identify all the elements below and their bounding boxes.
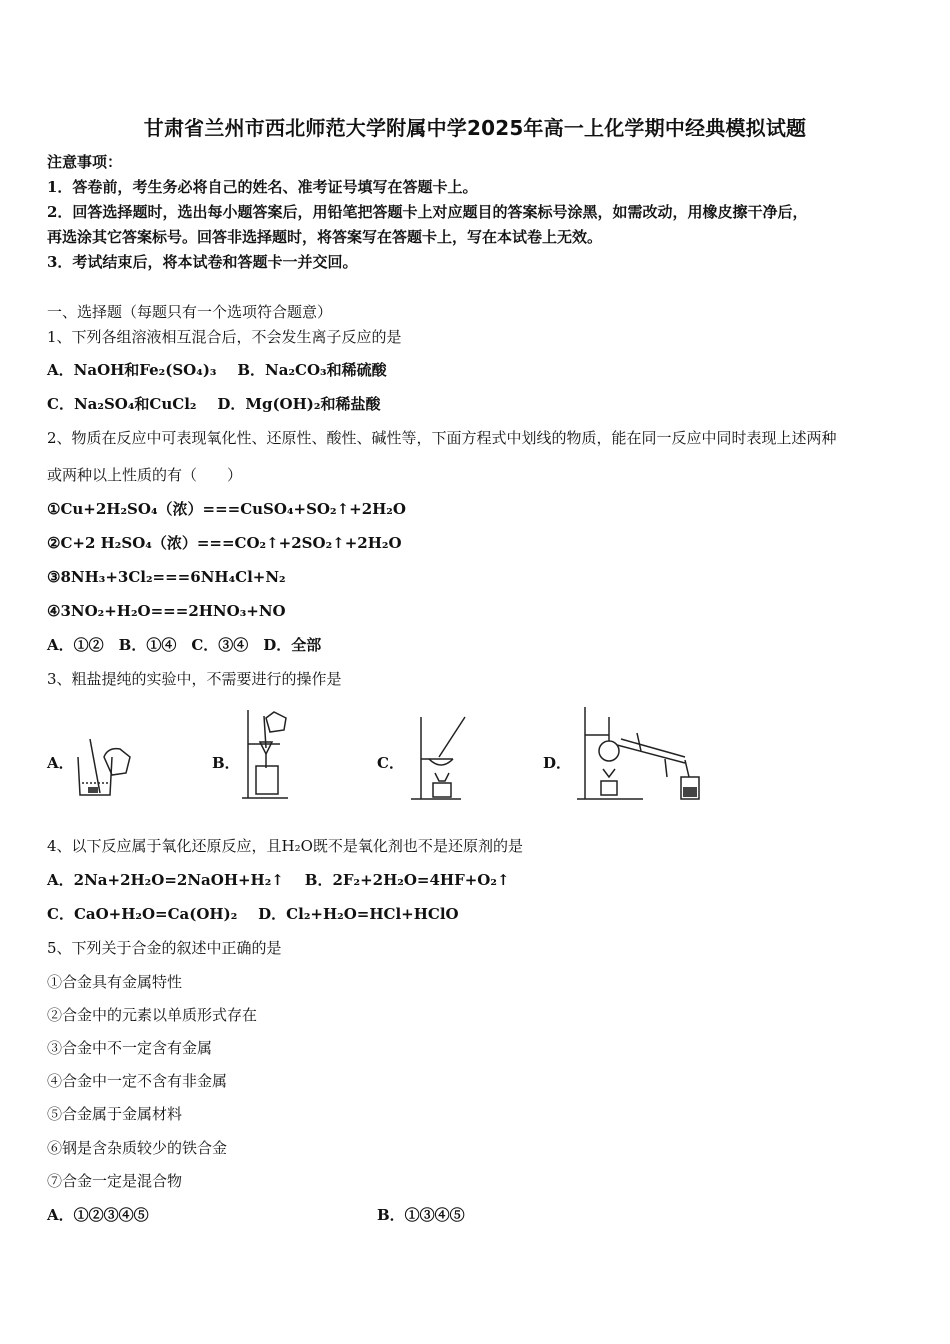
q3-label-c: C． xyxy=(377,754,404,772)
notice-item-3: 3．考试结束后，将本试卷和答题卡一并交回。 xyxy=(47,253,358,271)
q1-option-a: A．NaOH和Fe₂(SO₄)₃ xyxy=(47,361,217,379)
q5-item-1: ①合金具有金属特性 xyxy=(47,973,183,991)
q5-item-4: ④合金中一定不含有非金属 xyxy=(47,1072,228,1090)
q5-item-5: ⑤合金属于金属材料 xyxy=(47,1105,183,1123)
q4-stem: 4、以下反应属于氧化还原反应，且H₂O既不是氧化剂也不是还原剂的是 xyxy=(47,837,523,855)
q3-figure-a-dissolving xyxy=(68,735,134,799)
q4-option-b: B．2F₂+2H₂O=4HF+O₂↑ xyxy=(304,871,510,889)
q5-item-7: ⑦合金一定是混合物 xyxy=(47,1172,183,1190)
q1-option-c: C．Na₂SO₄和CuCl₂ xyxy=(47,395,197,413)
q1-options-row2 xyxy=(47,394,380,414)
q2-stem-line1: 2、物质在反应中可表现氧化性、还原性、酸性、碱性等，下面方程式中划线的物质，能在同一反应中同时表现上述两种 xyxy=(47,429,837,447)
q3-label-a: A． xyxy=(47,754,74,772)
q2-equation-3: ③8NH₃+3Cl₂===6NH₄Cl+N₂ xyxy=(47,568,286,586)
q4-option-c: C．CaO+H₂O=Ca(OH)₂ xyxy=(47,905,238,923)
notice-item-2-cont: 再选涂其它答案标号。回答非选择题时，将答案写在答题卡上，写在本试卷上无效。 xyxy=(47,228,603,246)
q2-equation-2: ②C+2 H₂SO₄（浓）===CO₂↑+2SO₂↑+2H₂O xyxy=(47,534,402,552)
q4-option-d: D．Cl₂+H₂O=HCl+HClO xyxy=(258,905,459,923)
q1-options-row1 xyxy=(47,360,387,380)
q1-option-d: D．Mg(OH)₂和稀盐酸 xyxy=(217,395,381,413)
q5-item-3: ③合金中不一定含有金属 xyxy=(47,1039,213,1057)
q3-figure-c-evaporation xyxy=(405,713,471,803)
q3-stem: 3、粗盐提纯的实验中，不需要进行的操作是 xyxy=(47,670,342,688)
q5-stem: 5、下列关于合金的叙述中正确的是 xyxy=(47,939,282,957)
q5-item-2: ②合金中的元素以单质形式存在 xyxy=(47,1006,258,1024)
q4-options-row2 xyxy=(47,904,459,924)
q2-equation-4: ④3NO₂+H₂O===2HNO₃+NO xyxy=(47,602,286,620)
q3-figure-d-distillation xyxy=(573,705,705,803)
notice-item-2: 2．回答选择题时，选出每小题答案后，用铅笔把答题卡上对应题目的答案标号涂黑，如需改动，用橡皮擦干净后， xyxy=(47,203,808,221)
q3-figure-b-filtration xyxy=(240,708,292,802)
section-heading: 一、选择题（每题只有一个选项符合题意） xyxy=(47,303,333,321)
q5-item-6: ⑥钢是含杂质较少的铁合金 xyxy=(47,1139,228,1157)
page-title: 甘肃省兰州市西北师范大学附属中学2025年高一上化学期中经典模拟试题 xyxy=(143,116,807,140)
q2-equation-1: ①Cu+2H₂SO₄（浓）===CuSO₄+SO₂↑+2H₂O xyxy=(47,500,406,518)
q4-options-row1 xyxy=(47,870,510,890)
q2-stem-line2: 或两种以上性质的有（ ） xyxy=(47,466,243,484)
q4-option-a: A．2Na+2H₂O=2NaOH+H₂↑ xyxy=(47,871,284,889)
q3-label-b: B． xyxy=(212,754,240,772)
q3-label-d: D． xyxy=(543,754,572,772)
notice-item-1: 1．答卷前，考生务必将自己的姓名、准考证号填写在答题卡上。 xyxy=(47,178,478,196)
q5-option-a: A．①②③④⑤ xyxy=(47,1206,149,1224)
q1-stem: 1、下列各组溶液相互混合后，不会发生离子反应的是 xyxy=(47,328,402,346)
notice-heading: 注意事项： xyxy=(47,153,123,171)
q2-options: A．①② B．①④ C．③④ D．全部 xyxy=(47,636,322,654)
q1-option-b: B．Na₂CO₃和稀硫酸 xyxy=(237,361,387,379)
q5-option-b: B．①③④⑤ xyxy=(377,1206,465,1224)
